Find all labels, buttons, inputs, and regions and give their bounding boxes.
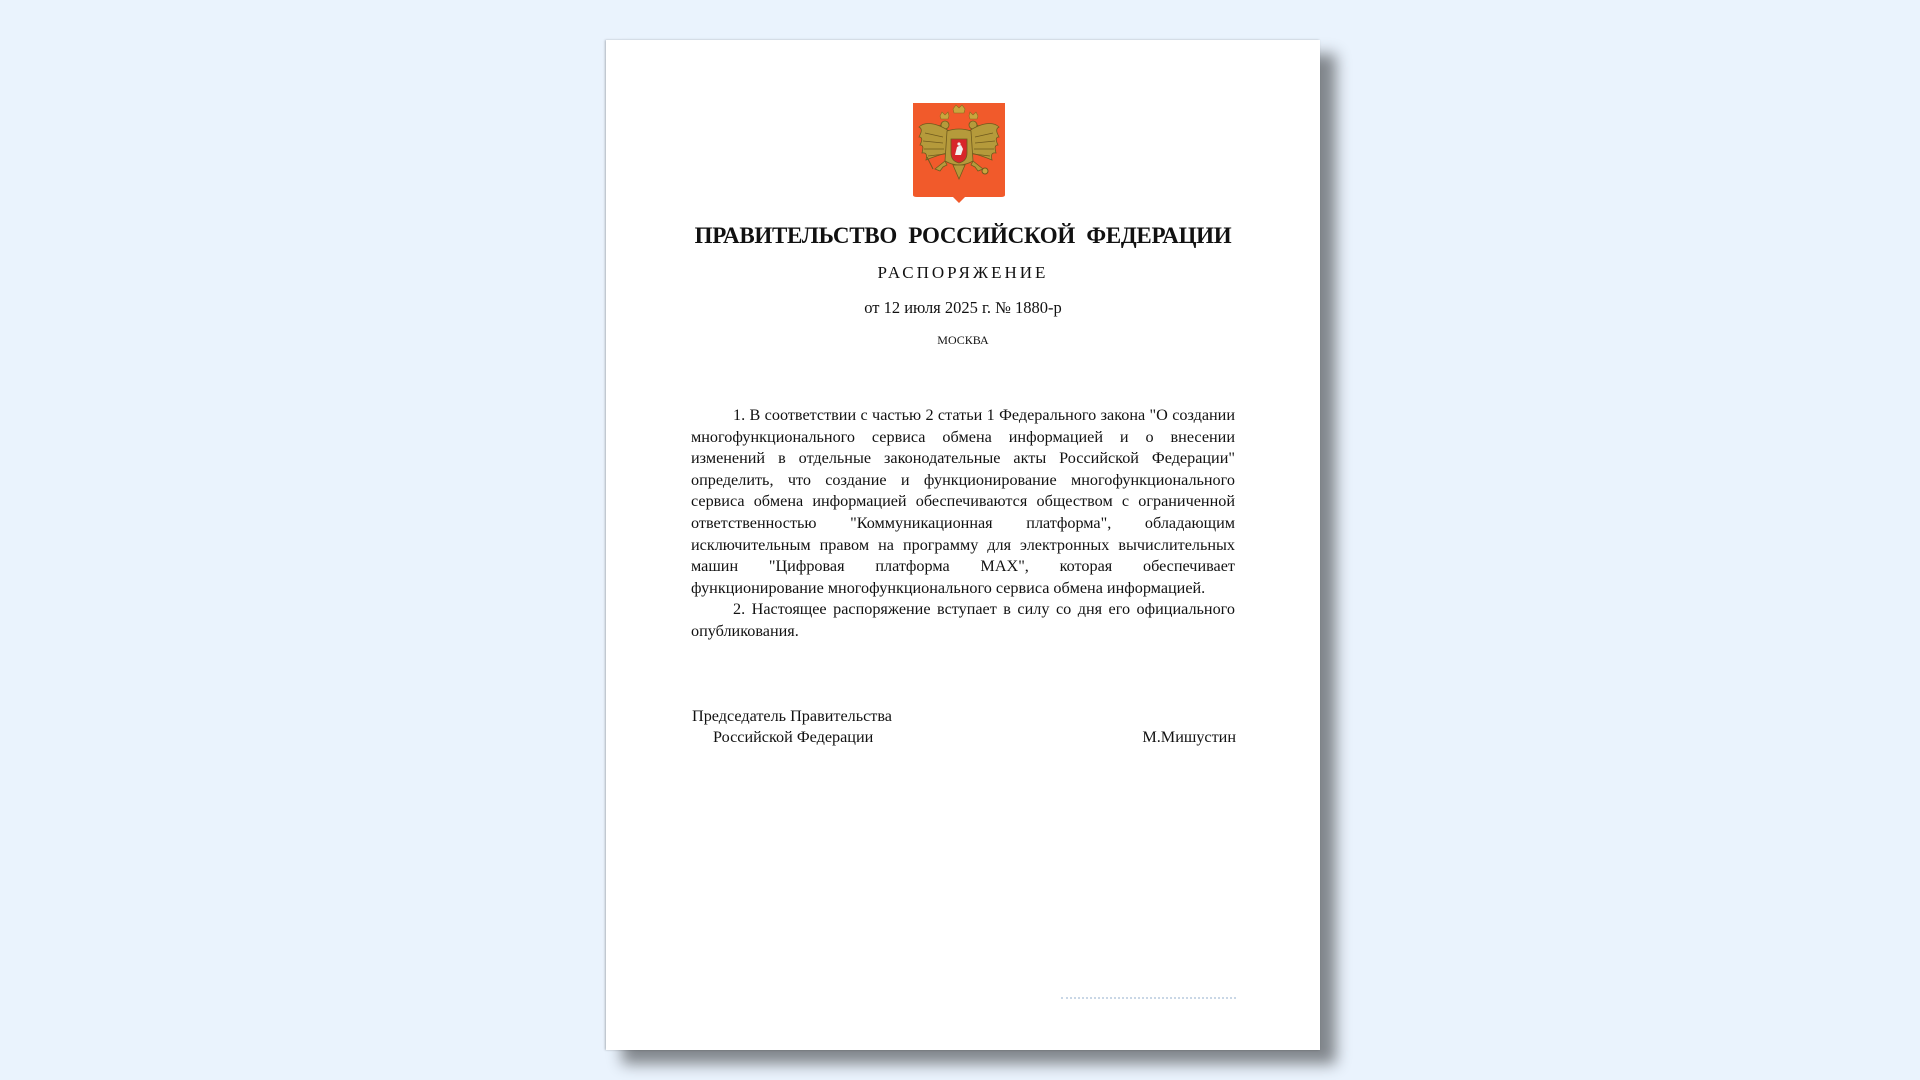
faint-registration-mark	[1061, 997, 1236, 1003]
document-type: РАСПОРЯЖЕНИЕ	[877, 263, 1049, 282]
paragraph-1: 1. В соответствии с частью 2 статьи 1 Федерального закона "О создании многофункционального сервиса обмена информацией и о внесении изменений в отдельные законодательные акты Российской Федерации" определить, что создание и функционирование многофункционального сервиса обмена информацией обеспечиваются обществом с ограниченной ответственностью "Коммуникационная платформа", обладающим исключительным правом на программу для электронных вычислительных машин "Цифровая платформа MAX", которая обеспечивает функционирование многофункционального сервиса обмена информацией.	[691, 406, 1235, 597]
paragraph-2: 2. Настоящее распоряжение вступает в силу со дня его официального опубликования.	[691, 600, 1235, 640]
signatory-name: М.Мишустин	[1142, 728, 1236, 746]
document-body	[691, 405, 1235, 643]
document-date-number: от 12 июля 2025 г. № 1880-р	[864, 298, 1062, 317]
signatory-position-line2: Российской Федерации	[713, 728, 874, 746]
government-title: ПРАВИТЕЛЬСТВО РОССИЙСКОЙ ФЕДЕРАЦИИ	[694, 223, 1232, 248]
signature-row	[692, 727, 1236, 748]
signatory-position-line1: Председатель Правительства	[692, 707, 892, 725]
signature-block	[692, 706, 1236, 748]
document-page	[606, 40, 1320, 1050]
document-city: МОСКВА	[937, 333, 989, 347]
russian-coat-of-arms-icon	[913, 103, 1005, 203]
